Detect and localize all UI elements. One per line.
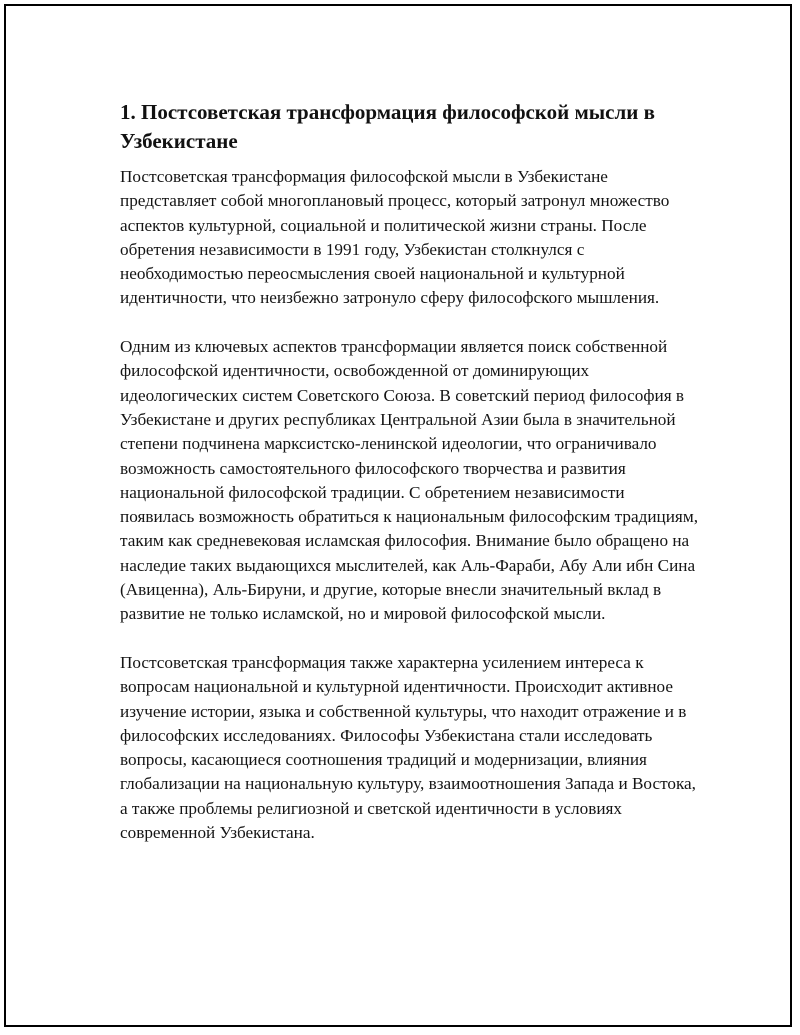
section-heading: 1. Постсоветская трансформация философской мысли в Узбекистане — [120, 100, 655, 153]
page-frame — [4, 4, 792, 1027]
paragraph-1: Постсоветская трансформация философской мысли в Узбекистане представляет собой многоплановый процесс, который затронул множество аспектов культурной, социальной и политической жизни страны. После обретения независимости в 1991 году, Узбекистан столкнулся с необходимостью переосмысления своей национальной и культурной идентичности, что неизбежно затронуло сферу философского мышления. — [120, 167, 670, 308]
paragraph-2: Одним из ключевых аспектов трансформации является поиск собственной философской идентичности, освобожденной от доминирующих идеологических систем Советского Союза. В советский период философия в Узбекистане и других республиках Центральной Азии была в значительной степени подчинена марксистско-ленинской идеологии, что ограничивало возможность самостоятельного философского творчества и развития национальной философской традиции. С обретением независимости появилась возможность обратиться к национальным философским традициям, таким как средневековая исламская философия. Внимание было обращено на наследие таких выдающихся мыслителей, как Аль-Фараби, Абу Али ибн Сина (Авиценна), Аль-Бируни, и другие, которые внесли значительный вклад в развитие не только исламской, но и мировой философской мысли. — [120, 337, 698, 624]
paragraph-3: Постсоветская трансформация также характерна усилением интереса к вопросам национальной и культурной идентичности. Происходит активное изучение истории, языка и собственной культуры, что находит отражение и в философских исследованиях. Философы Узбекистана стали исследовать вопросы, касающиеся соотношения традиций и модернизации, влияния глобализации на национальную культуру, взаимоотношения Запада и Востока, а также проблемы религиозной и светской идентичности в условиях современной Узбекистана. — [120, 652, 696, 843]
document-body — [120, 98, 700, 870]
